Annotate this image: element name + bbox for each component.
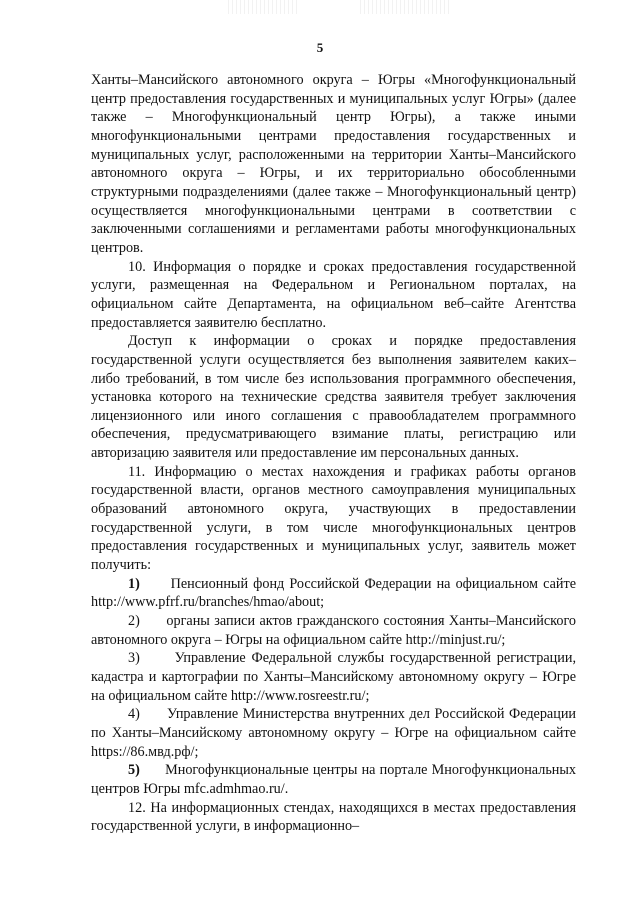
list-item-3 [91,649,576,705]
paragraph-item-12: 12. На информационных стендах, находящихся в местах предоставления государственной услуги, в информационно– [91,799,576,835]
paragraph-continuation: Ханты–Мансийского автономного округа – Югры «Многофункциональный центр предоставления государственных и муниципальных услуг Югры» (далее также – Многофункциональный центр Югры), а также иными многофункциональными центрами предоставления государственных и муниципальных услуг, расположенными на территории Ханты–Мансийского автономного округа – Югры, и их территориально обособленными структурными подразделениями (далее также – Многофункциональный центр) осуществляется многофункциональными центрами в соответствии с заключенными соглашениями и регламентами работы многофункциональных центров. [91,72,576,256]
list-item-1 [91,575,576,612]
list-item-2 [91,612,576,649]
paragraph-item-11: 11. Информацию о местах нахождения и графиках работы органов государственной власти, органов местного самоуправления муниципальных образований автономного округа, участвующих в предоставлении государственной услуги, в том числе многофункциональных центров предоставления государственных и муниципальных услуг, заявитель может получить: [91,463,576,574]
list-item-text: органы записи актов гражданского состояния Ханты–Мансийского автономного округа – Югры на официальном сайте http://minjust.ru/; [91,613,577,648]
paragraph-access: Доступ к информации о сроках и порядке предоставления государственной услуги осуществляется без выполнения заявителем каких–либо требований, в том числе без использования программного обеспечения, установка которого на технические средства заявителя требует заключения лицензионного или иного соглашения с правообладателем программного обеспечения, предусматривающего взимание платы, регистрацию или авторизацию заявителя или предоставление им персональных данных. [91,333,576,462]
list-item-number: 2) [128,613,140,630]
paragraph-item-10: 10. Информация о порядке и сроках предоставления государственной услуги, размещенная на Федеральном и Региональном порталах, на официальном сайте Департамента, на официальном веб–сайте Агентства предоставляется заявителю бесплатно. [91,258,576,331]
list-item-text: Управление Министерства внутренних дел Российской Федерации по Ханты–Мансийскому автономному округу – Югре на официальном сайте https://86.мвд.рф/; [91,706,576,760]
list-item-number: 1) [128,575,140,592]
document-body [91,71,576,836]
list-item-text: Многофункциональные центры на портале Многофункциональных центров Югры mfc.admhmao.ru/. [91,762,577,797]
scan-artifact [228,0,298,14]
list-item-5 [91,761,576,798]
list-item-text: Управление Федеральной службы государственной регистрации, кадастра и картографии по Ханты–Мансийскому автономному округу – Югре на официальном сайте http://www.rosreestr.ru/; [91,650,576,704]
page-number: 5 [316,40,324,55]
list-item-4 [91,705,576,761]
scan-artifact [360,0,450,14]
list-item-number: 4) [128,706,140,723]
list-item-number: 3) [128,650,140,667]
list-item-number: 5) [128,762,140,779]
list-item-text: Пенсионный фонд Российской Федерации на официальном сайте http://www.pfrf.ru/branches/hmao/about; [91,575,577,611]
